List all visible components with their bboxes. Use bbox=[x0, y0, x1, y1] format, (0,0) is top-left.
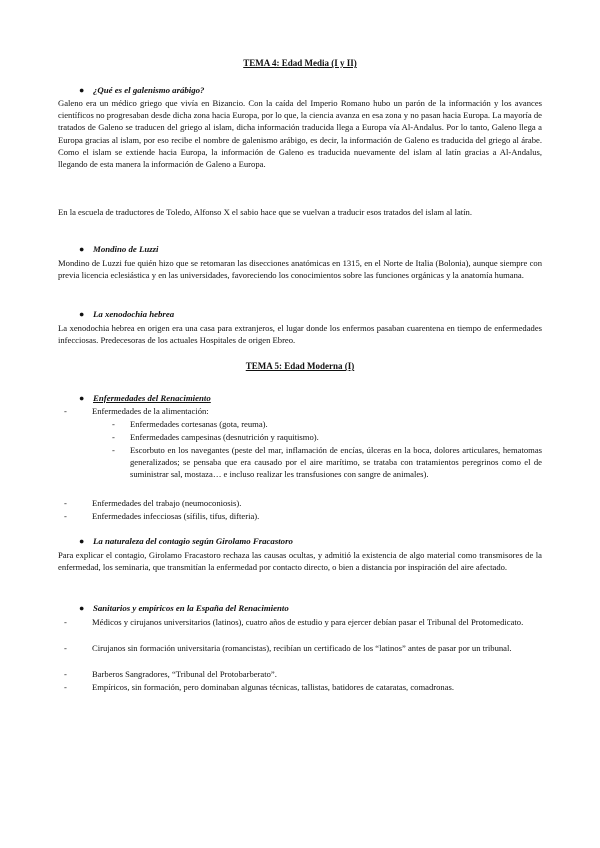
bullet-icon: ● bbox=[79, 85, 85, 95]
list-item: - Enfermedades infecciosas (sífilis, tifus, difteria). bbox=[64, 511, 260, 521]
list-item: - Enfermedades del trabajo (neumoconiosis). bbox=[64, 498, 242, 508]
sec-fracastoro-heading: ● La naturaleza del contagio según Girolamo Fracastoro bbox=[79, 536, 293, 546]
dash-icon: - bbox=[112, 419, 115, 429]
dash-icon: - bbox=[64, 643, 67, 653]
dash-icon: - bbox=[112, 432, 115, 442]
toledo-paragraph: En la escuela de traductores de Toledo, Alfonso X el sabio hace que se vuelvan a traducir esos tratados del islam al latín. bbox=[58, 207, 472, 217]
dash-icon: - bbox=[64, 617, 67, 627]
dash-icon: - bbox=[64, 498, 67, 508]
sec-mondino-heading: ● Mondino de Luzzi bbox=[79, 244, 159, 254]
bullet-icon: ● bbox=[79, 244, 85, 254]
list-item: - Barberos Sangradores, “Tribunal del Protobarberato”. bbox=[64, 669, 277, 679]
sec-galenismo-heading: ● ¿Qué es el galenismo arábigo? bbox=[79, 85, 205, 95]
tema4-title: TEMA 4: Edad Media (I y II) bbox=[243, 58, 357, 68]
sub-list-item: - Enfermedades campesinas (desnutrición y raquitismo). bbox=[112, 432, 319, 442]
galenismo-paragraph: Galeno era un médico griego que vivía en Bizancio. Con la caída del Imperio Romano hubo un parón de la información y los avances científicos no progresaban desde dicha zona hacia Europa, por lo que, la ciencia avanza en esa zona y no pasan hacia Europa. La mayoría de tratados de Galeno se traducen del griego al islam, dicha información traducida llega a Europa vía Al-Andalus. Por lo tanto, Galeno llega a Europa gracias al islam, por eso recibe el nombre de galenismo arábigo, es decir, la información de Galeno es traducida del griego al árabe. Como el islam se extiende hacia Europa, la información de Galeno es traducida nuevamente del islam al latín gracias a Al-Andalus, llegando de esta manera la información de Galeno a Europa. bbox=[58, 98, 542, 170]
sec-xenodochia-heading: ● La xenodochia hebrea bbox=[79, 309, 175, 319]
list-item: - Cirujanos sin formación universitaria (romancistas), recibían un certificado de los “latinos” antes de pasar por un tribunal. bbox=[64, 643, 512, 653]
bullet-icon: ● bbox=[79, 309, 85, 319]
list-item: - Enfermedades de la alimentación: bbox=[64, 406, 209, 416]
tema5-title: TEMA 5: Edad Moderna (I) bbox=[245, 361, 355, 371]
dash-icon: - bbox=[112, 445, 115, 455]
bullet-icon: ● bbox=[79, 536, 85, 546]
sub-list-item: - Escorbuto en los navegantes (peste del mar, inflamación de encías, úlceras en la boca, dolores articulares, hematomas generalizados; se pensaba que era causado por el aire marítimo, se trataba con tratamientos peregrinos como el de suministrar sal, mostaza… e incluso realizar les transfusiones con sangre de animales). bbox=[112, 445, 542, 480]
sec-sanitarios-heading: ● Sanitarios y empíricos en la España del Renacimiento bbox=[79, 603, 289, 613]
mondino-paragraph: Mondino de Luzzi fue quién hizo que se retomaran las disecciones anatómicas en 1315, en el Norte de Italia (Bolonia), aunque siempre con previa licencia eclesiástica y en las universidades, favoreciendo los conocimientos sobre las funciones orgánicas y la anatomía humana. bbox=[58, 258, 542, 281]
dash-icon: - bbox=[64, 511, 67, 521]
dash-icon: - bbox=[64, 406, 67, 416]
bullet-icon: ● bbox=[79, 603, 85, 613]
list-item: - Empíricos, sin formación, pero dominaban algunas técnicas, tallistas, batidores de cataratas, comadronas. bbox=[64, 682, 455, 692]
dash-icon: - bbox=[64, 669, 67, 679]
bullet-icon: ● bbox=[79, 393, 85, 403]
sec-enfermedades-heading: ● Enfermedades del Renacimiento bbox=[79, 393, 211, 403]
dash-icon: - bbox=[64, 682, 67, 692]
list-item: - Médicos y cirujanos universitarios (latinos), cuatro años de estudio y para ejercer debían pasar el Tribunal del Protomedicato. bbox=[64, 617, 524, 627]
sub-list-item: - Enfermedades cortesanas (gota, reuma). bbox=[112, 419, 268, 429]
fracastoro-paragraph: Para explicar el contagio, Girolamo Fracastoro rechaza las causas ocultas, y admitió la existencia de algo material como transmisores de la enfermedad, los seminaria, que transmitían la enfermedad por contacto directo, o bien a distancia por inspiración del aire afectado. bbox=[58, 550, 542, 573]
xenodochia-paragraph: La xenodochia hebrea en origen era una casa para extranjeros, el lugar donde los enfermos pasaban cuarentena en tiempo de enfermedades infecciosas. Predecesoras de los actuales Hospitales de origen Ebreo. bbox=[58, 323, 542, 346]
